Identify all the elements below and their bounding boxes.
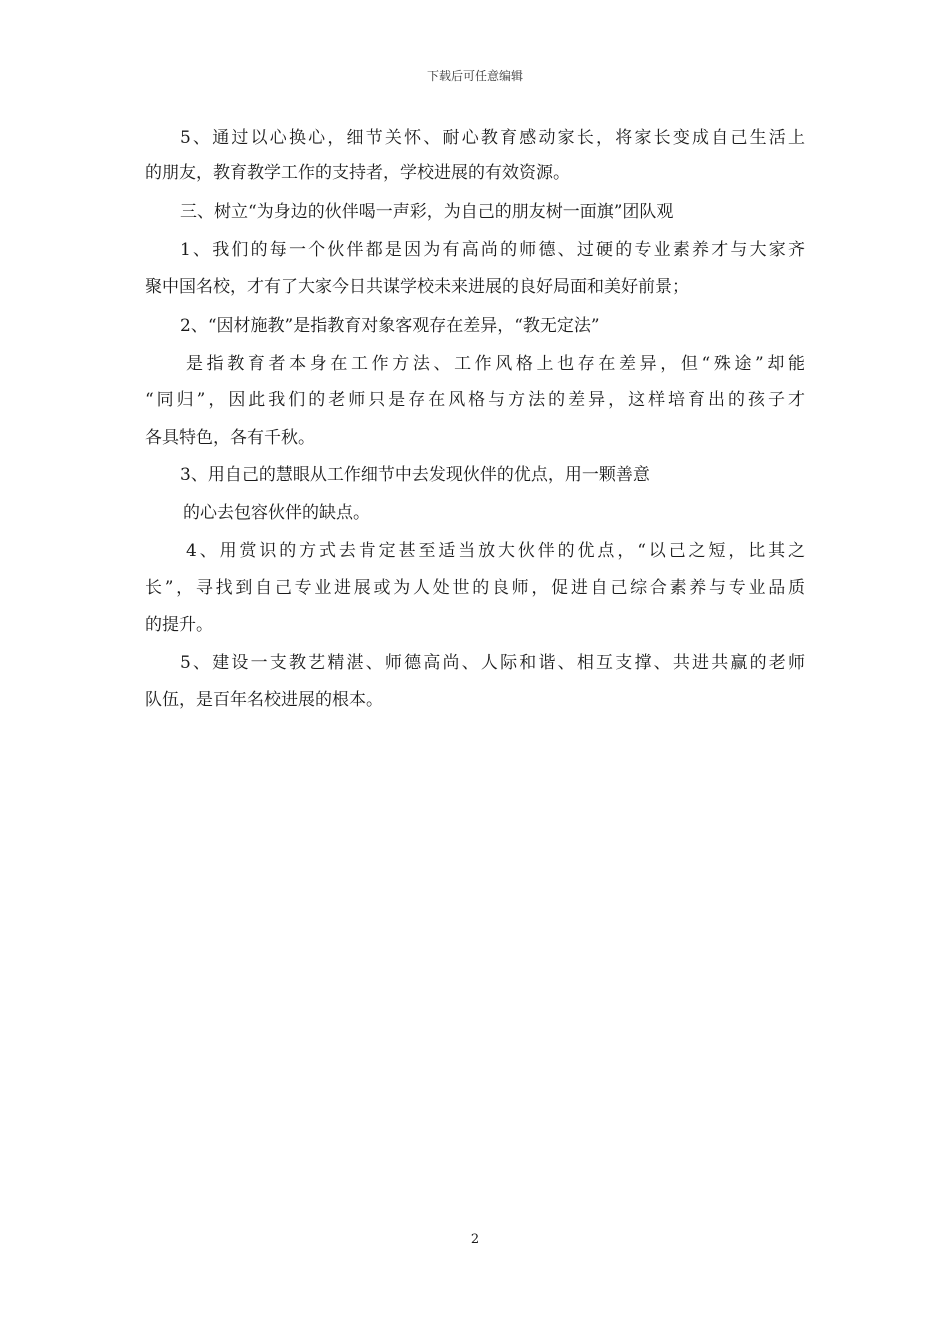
paragraph-line: 3、用自己的慧眼从工作细节中去发现伙伴的优点，用一颗善意 — [180, 465, 650, 485]
paragraph-line: 1、我们的每一个伙伴都是因为有高尚的师德、过硬的专业素养才与大家齐 — [180, 240, 805, 260]
paragraph-line: 5、通过以心换心，细节关怀、耐心教育感动家长，将家长变成自己生活上 — [180, 128, 805, 148]
paragraph-line: 的心去包容伙伴的缺点。 — [183, 503, 370, 523]
paragraph-line: 的提升。 — [145, 615, 213, 635]
paragraph-line: 各具特色，各有千秋。 — [145, 428, 315, 448]
paragraph-line: 4、用赏识的方式去肯定甚至适当放大伙伴的优点，“以己之短，比其之 — [186, 541, 805, 561]
header-note: 下载后可任意编辑 — [426, 69, 523, 83]
paragraph-line: 聚中国名校，才有了大家今日共谋学校未来进展的良好局面和美好前景； — [145, 277, 689, 297]
section-heading: 三、树立“为身边的伙伴喝一声彩，为自己的朋友树一面旗”团队观 — [180, 202, 674, 222]
paragraph-line: 是指教育者本身在工作方法、工作风格上也存在差异，但“殊途”却能 — [186, 354, 805, 374]
paragraph-line: 2、“因材施教”是指教育对象客观存在差异，“教无定法” — [180, 316, 600, 336]
paragraph-line: “同归”，因此我们的老师只是存在风格与方法的差异，这样培育出的孩子才 — [145, 390, 805, 410]
paragraph-line: 的朋友，教育教学工作的支持者，学校进展的有效资源。 — [145, 163, 570, 183]
paragraph-line: 队伍，是百年名校进展的根本。 — [145, 690, 383, 710]
paragraph-line: 5、建设一支教艺精湛、师德高尚、人际和谐、相互支撑、共进共赢的老师 — [180, 653, 805, 673]
paragraph-line: 长”，寻找到自己专业进展或为人处世的良师，促进自己综合素养与专业品质 — [145, 578, 805, 598]
page-number: 2 — [470, 1232, 480, 1247]
